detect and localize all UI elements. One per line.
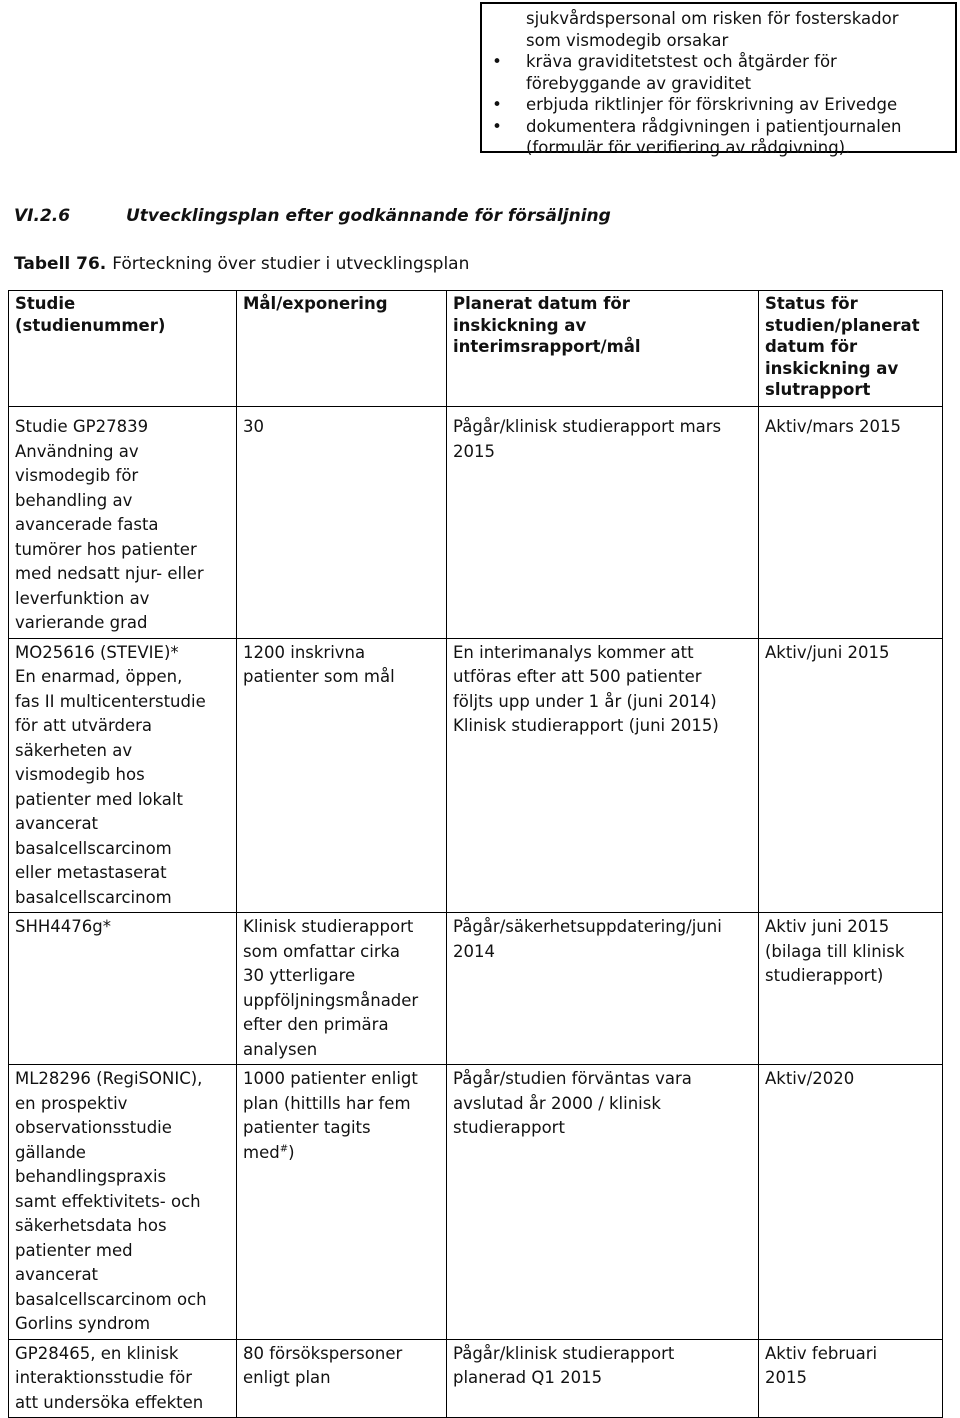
study-table (8, 290, 943, 1418)
cell-study: Studie GP27839 Användning av vismodegib för behandling av avancerade fasta tumörer hos patienter med nedsatt njur- eller leverfunktion av varierande grad (9, 407, 237, 639)
cell-interim: Pågår/klinisk studierapport mars 2015 (447, 407, 759, 639)
cell-interim: Pågår/studien förväntas vara avslutad år 2000 / klinisk studierapport (447, 1065, 759, 1340)
cell-goal: 30 (237, 407, 447, 639)
cell-study: ML28296 (RegiSONIC), en prospektiv observationsstudie gällande behandlingspraxis samt effektivitets- och säkerhetsdata hos patienter med avancerat basalcellscarcinom och Gorlins syndrom (9, 1065, 237, 1340)
bullet-line: förebyggande av graviditet (526, 73, 752, 93)
bullet-line: dokumentera rådgivningen i patientjournalen (526, 116, 902, 136)
bullet-icon: • (492, 95, 502, 114)
cell-goal: 80 försökspersoner enligt plan (237, 1339, 447, 1418)
caption-label: Tabell 76. (14, 254, 107, 274)
table-row (9, 407, 943, 639)
header-interim: Planerat datum för inskickning av interimsrapport/mål (447, 291, 759, 407)
header-goal: Mål/exponering (237, 291, 447, 407)
section-heading (14, 206, 611, 226)
section-number: VI.2.6 (14, 206, 71, 226)
table-header-row (9, 291, 943, 407)
header-study: Studie (studienummer) (9, 291, 237, 407)
footnote-mark: # (279, 1143, 289, 1154)
cell-goal: Klinisk studierapport som omfattar cirka 30 ytterligare uppföljningsmånader efter den primära analysen (237, 913, 447, 1065)
goal-text: 1000 patienter enligt plan (hittills har fem patienter tagits med (243, 1069, 418, 1162)
cell-status: Aktiv juni 2015 (bilaga till klinisk studierapport) (759, 913, 943, 1065)
cell-goal (237, 1065, 447, 1340)
table-row (9, 1339, 943, 1418)
cell-interim: Pågår/klinisk studierapport planerad Q1 2015 (447, 1339, 759, 1418)
list-item (492, 51, 955, 94)
cell-study: SHH4476g* (9, 913, 237, 1065)
bullet-list (492, 51, 955, 159)
list-item (492, 116, 955, 159)
goal-text-end: ) (288, 1142, 295, 1162)
table-caption (14, 254, 469, 274)
bullet-line: kräva graviditetstest och åtgärder för (526, 52, 837, 71)
cell-status: Aktiv/mars 2015 (759, 407, 943, 639)
table-row (9, 913, 943, 1065)
cell-status: Aktiv februari 2015 (759, 1339, 943, 1418)
bullet-icon: • (492, 116, 502, 136)
list-item (492, 94, 955, 116)
bullet-line: erbjuda riktlinjer för förskrivning av Erivedge (526, 95, 898, 114)
table-row (9, 1065, 943, 1340)
intro-line-1: sjukvårdspersonal om risken för fosterskador (526, 9, 899, 28)
cell-status: Aktiv/juni 2015 (759, 638, 943, 913)
caption-text: Förteckning över studier i utvecklingsplan (112, 254, 470, 274)
cell-interim: Pågår/säkerhetsuppdatering/juni 2014 (447, 913, 759, 1065)
bullet-icon: • (492, 52, 502, 71)
cell-goal: 1200 inskrivna patienter som mål (237, 638, 447, 913)
cell-status: Aktiv/2020 (759, 1065, 943, 1340)
cell-study: GP28465, en klinisk interaktionsstudie för att undersöka effekten (9, 1339, 237, 1418)
header-status: Status för studien/planerat datum för inskickning av slutrapport (759, 291, 943, 407)
section-title: Utvecklingsplan efter godkännande för försäljning (126, 206, 611, 226)
table-row (9, 638, 943, 913)
intro-line-2: som vismodegib orsakar (526, 30, 729, 50)
cell-interim: En interimanalys kommer att utföras efter att 500 patienter följts upp under 1 år (juni 2014) Klinisk studierapport (juni 2015) (447, 638, 759, 913)
previous-table-cell (480, 2, 957, 157)
cell-study: MO25616 (STEVIE)* En enarmad, öppen, fas II multicenterstudie för att utvärdera säkerheten av vismodegib hos patienter med lokalt avancerat basalcellscarcinom eller metastaserat basalcellscarcinom (9, 638, 237, 913)
bullet-line: (formulär för verifiering av rådgivning). (526, 138, 851, 157)
